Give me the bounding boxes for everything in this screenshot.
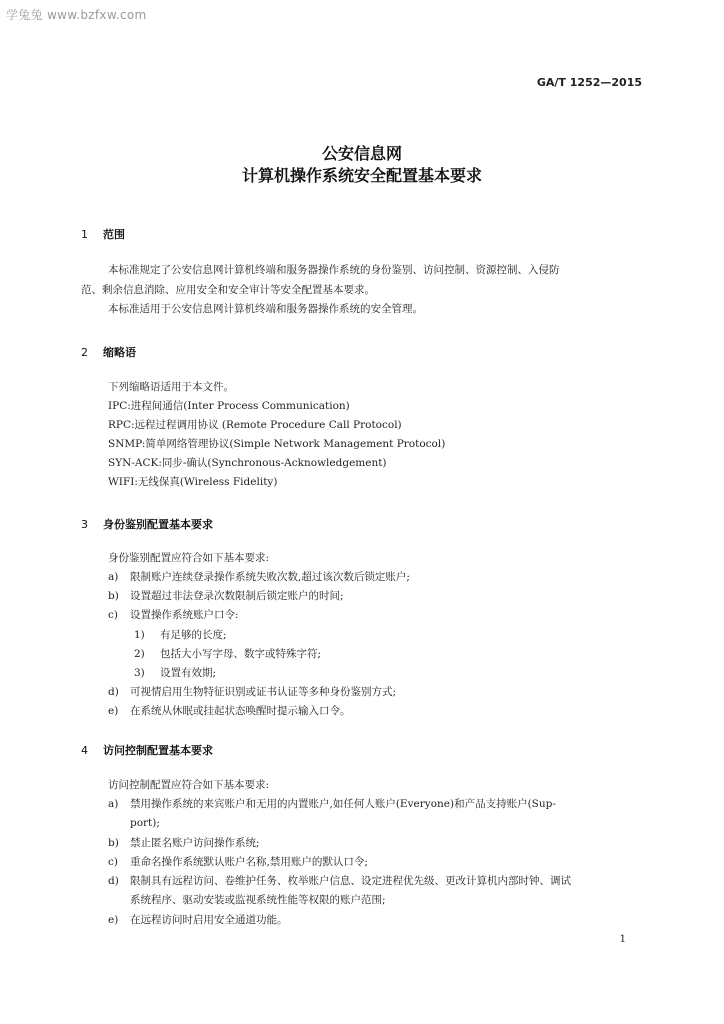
list-item bbox=[108, 874, 571, 888]
section-title: 身份鉴别配置基本要求 bbox=[103, 518, 213, 531]
site-watermark: 学兔兔 www.bzfxw.com bbox=[6, 8, 147, 22]
sub-list-item bbox=[134, 666, 216, 680]
section-4-heading bbox=[81, 742, 213, 758]
item-label: c) bbox=[108, 856, 118, 868]
paragraph-line: 下列缩略语适用于本文件。 bbox=[108, 381, 234, 393]
list-item bbox=[108, 570, 410, 584]
abbreviation-entry: SYN-ACK:同步-确认(Synchronous-Acknowledgement) bbox=[108, 457, 387, 469]
list-item-continuation: 系统程序、驱动安装或监视系统性能等权限的账户范围; bbox=[130, 894, 386, 906]
paragraph-line: 本标准规定了公安信息网计算机终端和服务器操作系统的身份鉴别、访问控制、资源控制、入侵防 bbox=[108, 264, 560, 276]
item-label: d) bbox=[108, 686, 119, 698]
item-text: 设置操作系统账户口令: bbox=[130, 609, 239, 621]
item-text: 在系统从休眠或挂起状态唤醒时提示输入口令。 bbox=[130, 705, 351, 717]
item-text: 限制账户连续登录操作系统失败次数,超过该次数后锁定账户; bbox=[130, 571, 410, 583]
item-text: 重命名操作系统默认账户名称,禁用账户的默认口令; bbox=[130, 856, 368, 868]
item-label: e) bbox=[108, 914, 119, 926]
item-label: c) bbox=[108, 609, 118, 621]
section-1-heading bbox=[81, 226, 125, 242]
list-item bbox=[108, 685, 396, 699]
section-title: 访问控制配置基本要求 bbox=[103, 744, 213, 757]
standard-number: GA/T 1252—2015 bbox=[536, 76, 642, 89]
item-label: a) bbox=[108, 798, 119, 810]
list-item bbox=[108, 797, 556, 811]
section-2-heading bbox=[81, 344, 136, 360]
item-label: d) bbox=[108, 875, 119, 887]
abbreviation-entry: RPC:远程过程调用协议 (Remote Procedure Call Protocol) bbox=[108, 419, 402, 431]
section-number: 2 bbox=[81, 346, 88, 359]
item-label: 1) bbox=[134, 629, 145, 641]
section-title: 缩略语 bbox=[103, 346, 136, 359]
list-item bbox=[108, 913, 288, 927]
sub-list-item bbox=[134, 647, 321, 661]
list-item bbox=[108, 704, 351, 718]
sub-list-item bbox=[134, 628, 227, 642]
document-title-line1: 公安信息网 bbox=[321, 144, 402, 163]
item-label: b) bbox=[108, 837, 119, 849]
item-text: 禁用操作系统的来宾账户和无用的内置账户,如任何人账户(Everyone)和产品支持账户(Sup- bbox=[130, 798, 556, 810]
item-text: 包括大小写字母、数字或特殊字符; bbox=[160, 648, 322, 660]
paragraph-line: 范、剩余信息消除、应用安全和安全审计等安全配置基本要求。 bbox=[81, 284, 375, 296]
list-item bbox=[108, 589, 344, 603]
item-text: 设置超过非法登录次数限制后锁定账户的时间; bbox=[130, 590, 344, 602]
item-text: 有足够的长度; bbox=[160, 629, 227, 641]
item-text: 限制具有远程访问、卷维护任务、枚举账户信息、设定进程优先级、更改计算机内部时钟、调试 bbox=[130, 875, 571, 887]
list-item bbox=[108, 855, 368, 869]
section-number: 4 bbox=[81, 744, 88, 757]
item-text: 可视情启用生物特征识别或证书认证等多种身份鉴别方式; bbox=[130, 686, 397, 698]
paragraph-line: 本标准适用于公安信息网计算机终端和服务器操作系统的安全管理。 bbox=[108, 303, 423, 315]
section-number: 1 bbox=[81, 228, 88, 241]
item-label: 3) bbox=[134, 667, 145, 679]
item-label: b) bbox=[108, 590, 119, 602]
paragraph-line: 访问控制配置应符合如下基本要求: bbox=[108, 779, 270, 791]
document-title-line2: 计算机操作系统安全配置基本要求 bbox=[241, 166, 482, 185]
abbreviation-entry: SNMP:简单网络管理协议(Simple Network Management Protocol) bbox=[108, 438, 446, 450]
item-text: 禁止匿名账户访问操作系统; bbox=[130, 837, 260, 849]
item-label: a) bbox=[108, 571, 119, 583]
abbreviation-entry: WIFI:无线保真(Wireless Fidelity) bbox=[108, 476, 278, 488]
abbreviation-entry: IPC:进程间通信(Inter Process Communication) bbox=[108, 400, 350, 412]
list-item-continuation: port); bbox=[130, 817, 160, 829]
section-number: 3 bbox=[81, 518, 88, 531]
paragraph-line: 身份鉴别配置应符合如下基本要求: bbox=[108, 552, 270, 564]
section-3-heading bbox=[81, 516, 213, 532]
item-text: 设置有效期; bbox=[160, 667, 217, 679]
section-title: 范围 bbox=[103, 228, 125, 241]
item-label: e) bbox=[108, 705, 119, 717]
page-number: 1 bbox=[619, 934, 626, 945]
list-item bbox=[108, 608, 239, 622]
item-label: 2) bbox=[134, 648, 145, 660]
list-item bbox=[108, 836, 260, 850]
item-text: 在远程访问时启用安全通道功能。 bbox=[130, 914, 288, 926]
